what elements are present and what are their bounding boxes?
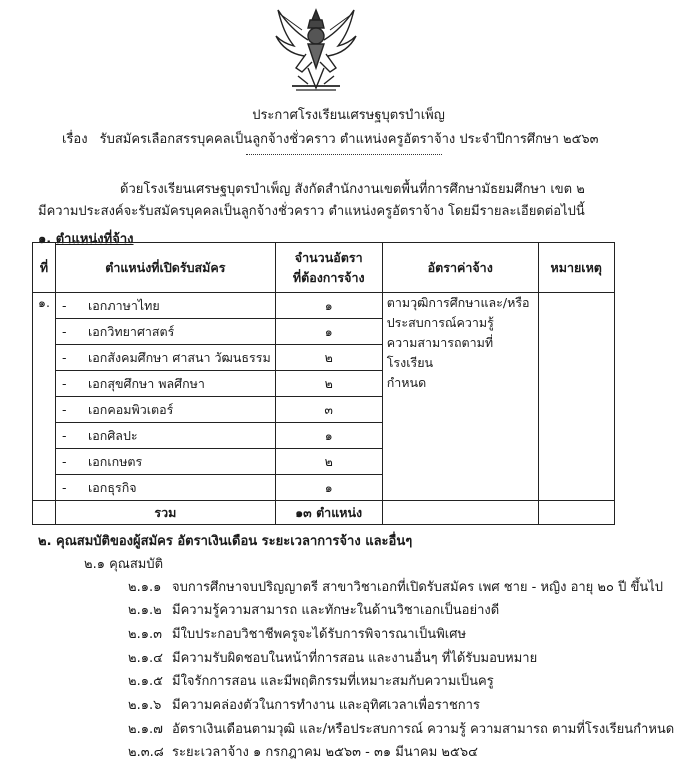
total-empty-cell xyxy=(382,501,538,525)
dash-mark: - xyxy=(62,323,67,339)
qualification-text: ระยะเวลาจ้าง ๑ กรกฎาคม ๒๕๖๓ - ๓๑ มีนาคม ๒๕๖๔ xyxy=(172,745,478,760)
dash-mark: - xyxy=(62,453,67,469)
qualification-text: มีความรับผิดชอบในหน้าที่การสอน และงานอื่นๆ ที่ได้รับมอบหมาย xyxy=(172,651,538,666)
position-name: เอกสุขศึกษา พลศึกษา xyxy=(88,375,205,391)
wage-line: ตามวุฒิการศึกษาและ/หรือ xyxy=(386,295,530,310)
count-cell: ๑ xyxy=(275,475,382,501)
wage-line: กำหนด xyxy=(386,375,427,390)
count-cell: ๓ xyxy=(275,397,382,423)
qualification-text: อัตราเงินเดือนตามวุฒิ และ/หรือประสบการณ์ ความรู้ ความสามารถ ตามที่โรงเรียนกำหนด xyxy=(172,722,675,737)
dotted-divider xyxy=(246,154,442,155)
announcement-title: ประกาศโรงเรียนเศรษฐบุตรบำเพ็ญ xyxy=(252,108,445,123)
qualification-item xyxy=(128,599,499,620)
position-name: เอกคอมพิวเตอร์ xyxy=(88,401,174,417)
header-count-line2: ที่ต้องการจ้าง xyxy=(292,269,365,285)
wage-line: ประสบการณ์ความรู้ xyxy=(386,315,494,330)
position-cell xyxy=(56,345,276,371)
section-2-heading: ๒. คุณสมบัติของผู้สมัคร อัตราเงินเดือน ระยะเวลาการจ้าง และอื่นๆ xyxy=(38,534,413,549)
intro-line-2: มีความประสงค์จะรับสมัครบุคคลเป็นลูกจ้างชั่วคราว ตำแหน่งครูอัตราจ้าง โดยมีรายละเอียดต่อไปนี้ xyxy=(38,204,585,219)
position-cell xyxy=(56,475,276,501)
position-name: เอกสังคมศึกษา ศาสนา วัฒนธรรม xyxy=(88,349,271,365)
position-cell xyxy=(56,397,276,423)
qualification-text: จบการศึกษาจบปริญญาตรี สาขาวิชาเอกที่เปิดรับสมัคร เพศ ชาย - หญิง อายุ ๒๐ ปี ขึ้นไป xyxy=(172,580,664,595)
note-cell xyxy=(538,293,614,501)
count-cell: ๑ xyxy=(275,293,382,319)
qualification-number: ๒.๑.๓ xyxy=(128,627,162,642)
header-count xyxy=(275,243,382,293)
dash-mark: - xyxy=(62,297,67,313)
position-cell xyxy=(56,423,276,449)
qualification-text: มีใจรักการสอน และมีพฤติกรรมที่เหมาะสมกับความเป็นครู xyxy=(172,674,494,689)
header-note: หมายเหตุ xyxy=(538,243,614,293)
qualification-number: ๒.๑.๒ xyxy=(128,603,162,618)
position-name: เอกศิลปะ xyxy=(88,427,138,443)
subject-text: รับสมัครเลือกสรรบุคคลเป็นลูกจ้างชั่วคราว ตำแหน่งครูอัตราจ้าง ประจำปีการศึกษา ๒๕๖๓ xyxy=(99,132,599,147)
intro-line-1: ด้วยโรงเรียนเศรษฐบุตรบำเพ็ญ สังกัดสำนักงานเขตพื้นที่การศึกษามัธยมศึกษา เขต ๒ xyxy=(120,182,585,197)
qualification-number: ๒.๓.๘ xyxy=(128,745,164,760)
total-label: รวม xyxy=(56,501,276,525)
dash-mark: - xyxy=(62,479,67,495)
row-number: ๑. xyxy=(33,293,56,501)
qualification-number: ๒.๑.๑ xyxy=(128,580,162,595)
position-cell xyxy=(56,449,276,475)
position-name: เอกภาษาไทย xyxy=(88,297,160,313)
position-cell xyxy=(56,371,276,397)
wage-line: ความสามารถตามที่โรงเรียน xyxy=(386,335,494,370)
wage-cell xyxy=(382,293,538,501)
header-wage: อัตราค่าจ้าง xyxy=(382,243,538,293)
qualification-text: มีความรู้ความสามารถ และทักษะในด้านวิชาเอกเป็นอย่างดี xyxy=(172,603,500,618)
header-position: ตำแหน่งที่เปิดรับสมัคร xyxy=(56,243,276,293)
position-name: เอกวิทยาศาสตร์ xyxy=(88,323,175,339)
subject-line xyxy=(62,128,599,149)
qualification-number: ๒.๑.๖ xyxy=(128,698,162,713)
section-1-title: ตำแหน่งที่จ้าง xyxy=(55,232,134,247)
qualification-number: ๒.๑.๔ xyxy=(128,651,163,666)
qualification-text: มีความคล่องตัวในการทำงาน และอุทิศเวลาเพื่อราชการ xyxy=(172,698,480,713)
header-no: ที่ xyxy=(33,243,56,293)
qualification-item xyxy=(128,576,663,597)
qualification-item xyxy=(128,718,674,739)
count-cell: ๑ xyxy=(275,319,382,345)
total-row xyxy=(33,501,615,525)
table-row xyxy=(33,293,615,319)
subsection-2-1-heading: ๒.๑ คุณสมบัติ xyxy=(84,557,164,572)
count-cell: ๒ xyxy=(275,449,382,475)
positions-table xyxy=(32,242,615,525)
position-name: เอกเกษตร xyxy=(88,453,143,469)
qualification-number: ๒.๑.๗ xyxy=(128,722,163,737)
count-cell: ๒ xyxy=(275,345,382,371)
header-count-line1: จำนวนอัตรา xyxy=(294,249,363,265)
qualification-item xyxy=(128,623,466,644)
position-cell xyxy=(56,293,276,319)
table-header-row xyxy=(33,243,615,293)
qualification-item xyxy=(128,647,537,668)
dash-mark: - xyxy=(62,349,67,365)
position-cell xyxy=(56,319,276,345)
position-name: เอกธุรกิจ xyxy=(88,479,137,495)
total-empty-cell xyxy=(538,501,614,525)
qualification-number: ๒.๑.๕ xyxy=(128,674,163,689)
dash-mark: - xyxy=(62,375,67,391)
garuda-emblem xyxy=(272,6,360,96)
count-cell: ๒ xyxy=(275,371,382,397)
section-1-number: ๑. xyxy=(38,232,52,247)
total-value: ๑๓ ตำแหน่ง xyxy=(275,501,382,525)
qualification-item xyxy=(128,670,494,691)
qualification-item xyxy=(128,741,478,762)
qualification-text: มีใบประกอบวิชาชีพครูจะได้รับการพิจารณาเป็นพิเศษ xyxy=(172,627,467,642)
subject-label: เรื่อง xyxy=(62,132,88,147)
qualification-item xyxy=(128,694,480,715)
dash-mark: - xyxy=(62,427,67,443)
total-empty-cell xyxy=(33,501,56,525)
dash-mark: - xyxy=(62,401,67,417)
count-cell: ๑ xyxy=(275,423,382,449)
